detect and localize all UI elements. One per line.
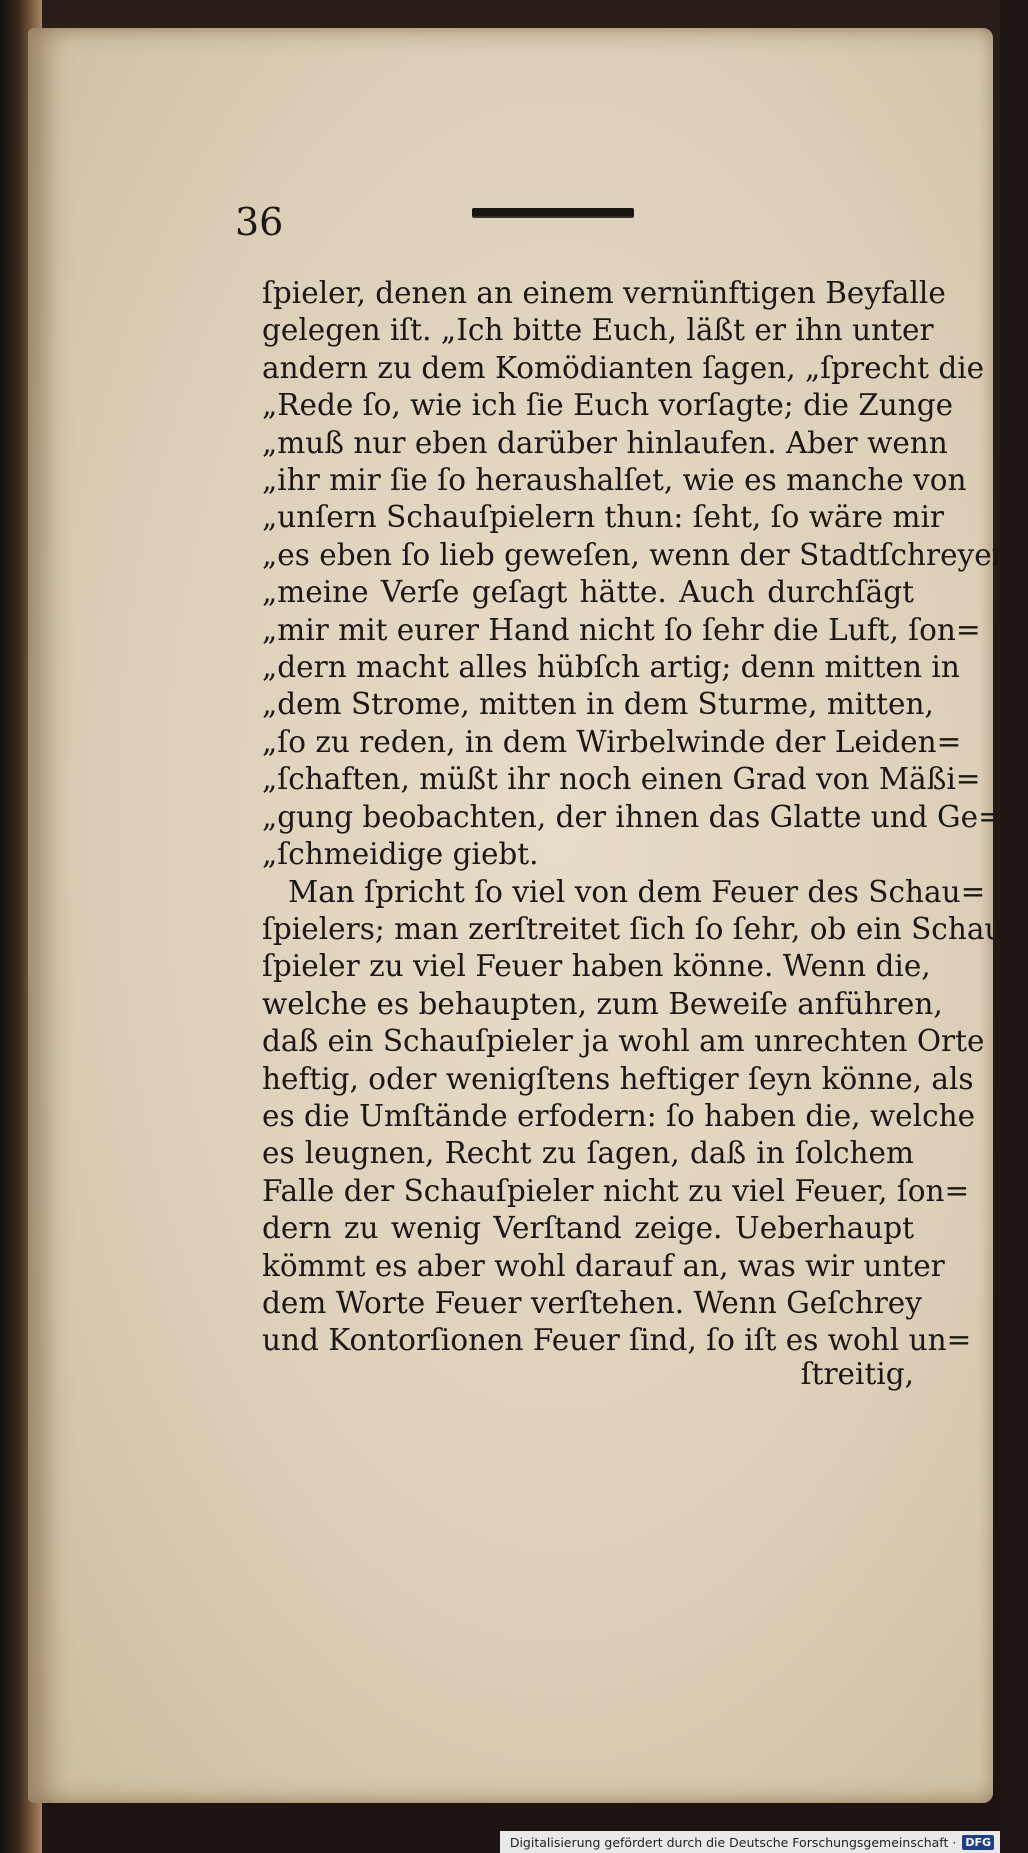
text-line: ſpielers; man zerſtreitet ſich ſo ſehr, ob ein Schau=: [262, 911, 1028, 946]
text-line: dern zu wenig Verſtand zeige. Ueberhaupt: [262, 1211, 914, 1246]
page-number: 36: [235, 200, 284, 244]
text-line: „dern macht alles hübſch artig; denn mitten in: [262, 650, 960, 685]
header-rule: [472, 208, 634, 216]
text-line: „es eben ſo lieb geweſen, wenn der Stadtſchreyer: [262, 537, 1006, 572]
digitization-credit: [500, 1831, 1000, 1853]
text-line: gelegen iſt. „Ich bitte Euch, läßt er ihn unter: [262, 313, 934, 348]
dfg-logo: DFG: [962, 1835, 994, 1850]
text-line: es die Umſtände erfodern: ſo haben die, welche: [262, 1098, 976, 1133]
text-line: „muß nur eben darüber hinlaufen. Aber wenn: [262, 425, 948, 460]
text-line: „mir mit eurer Hand nicht ſo ſehr die Luft, ſon=: [262, 612, 981, 647]
text-line: „ſchmeidige giebt.: [262, 837, 539, 872]
text-line: „ſchaften, müßt ihr noch einen Grad von Mäßi=: [262, 762, 981, 797]
body-text: [262, 275, 1028, 1360]
text-line: kömmt es aber wohl darauf an, was wir unter: [262, 1248, 945, 1283]
text-line: ſpieler zu viel Feuer haben könne. Wenn die,: [262, 949, 931, 984]
text-line: es leugnen, Recht zu ſagen, daß in ſolchem: [262, 1136, 914, 1171]
text-line: Falle der Schauſpieler nicht zu viel Feuer, ſon=: [262, 1173, 970, 1208]
text-line: „gung beobachten, der ihnen das Glatte und Ge=: [262, 799, 1003, 834]
text-line: daß ein Schauſpieler ja wohl am unrechten Orte: [262, 1024, 985, 1059]
text-line: andern zu dem Komödianten ſagen, „ſprecht die: [262, 350, 985, 385]
text-line: „dem Strome, mitten in dem Sturme, mitten,: [262, 687, 934, 722]
text-line: „unſern Schauſpielern thun: ſeht, ſo wäre mir: [262, 500, 945, 535]
text-line: und Kontorſionen Feuer ſind, ſo iſt es wohl un=: [262, 1323, 972, 1358]
text-line: „ſo zu reden, in dem Wirbelwinde der Leiden=: [262, 724, 962, 759]
text-line: Man ſpricht ſo viel von dem Feuer des Schau=: [288, 874, 986, 909]
text-line: „ihr mir ſie ſo heraushalſet, wie es manche von: [262, 463, 967, 498]
text-line: dem Worte Feuer verſtehen. Wenn Geſchrey: [262, 1285, 922, 1320]
text-line: „Rede ſo, wie ich ſie Euch vorſagte; die Zunge: [262, 388, 954, 423]
text-line: heftig, oder wenigſtens heftiger ſeyn könne, als: [262, 1061, 974, 1096]
catchword: ſtreitig,: [800, 1357, 914, 1391]
text-line: „meine Verſe geſagt hätte. Auch durchſägt: [262, 575, 914, 610]
text-line: welche es behaupten, zum Beweiſe anführen,: [262, 986, 943, 1021]
credit-text: Digitalisierung gefördert durch die Deutsche Forschungsgemeinschaft ·: [509, 1834, 957, 1850]
text-line: ſpieler, denen an einem vernünftigen Beyfalle: [262, 276, 946, 310]
